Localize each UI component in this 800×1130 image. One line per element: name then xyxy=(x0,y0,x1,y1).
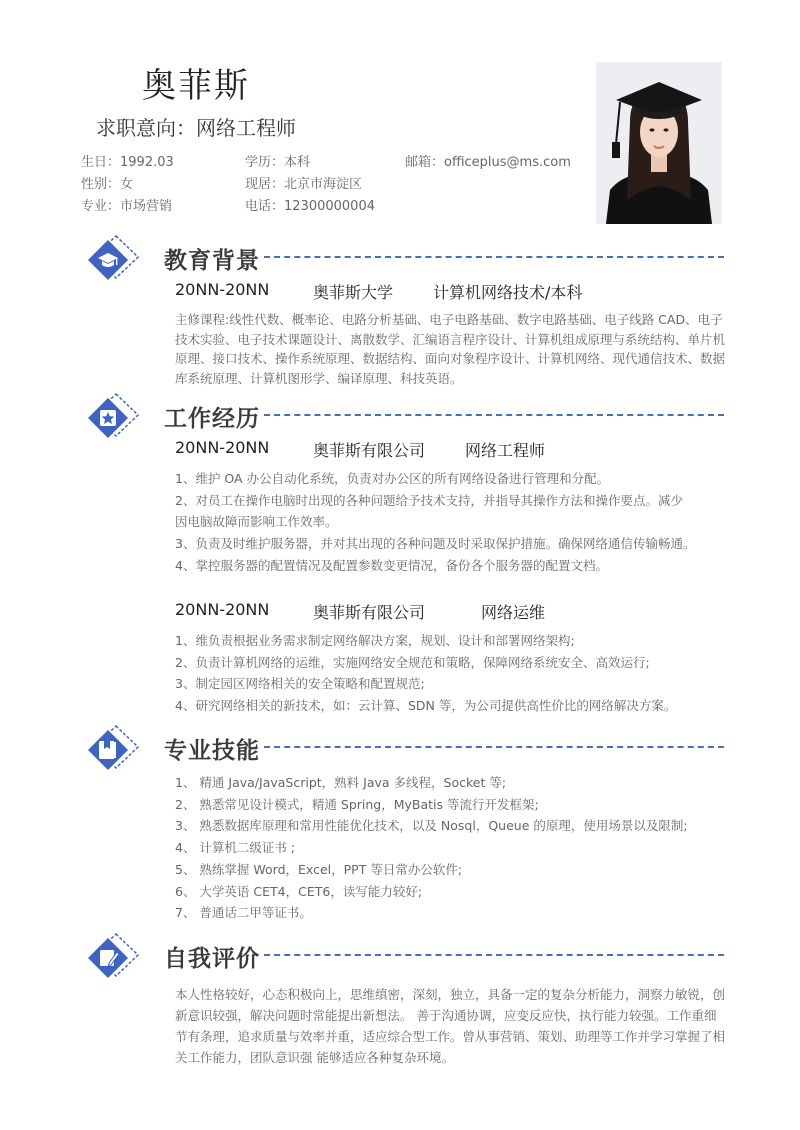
info-column-2 xyxy=(245,152,375,218)
list-item: 2、负责计算机网络的运维，实施网络安全规范和策略，保障网络系统安全、高效运行; xyxy=(175,654,650,670)
list-item: 4、 计算机二级证书 ; xyxy=(175,840,296,856)
list-item: 3、 熟悉数据库原理和常用性能优化技术，以及 Nosql，Queue 的原理，使用场景以及限制; xyxy=(175,818,688,834)
section-divider xyxy=(264,256,724,258)
list-item: 2、 熟悉常见设计模式，精通 Spring，MyBatis 等流行开发框架; xyxy=(175,796,539,812)
section-divider xyxy=(264,954,724,956)
self-badge xyxy=(84,932,140,982)
list-item: 1、 精通 Java/JavaScript，熟料 Java 多线程，Socket 等; xyxy=(175,775,507,790)
work-duties-2 xyxy=(175,630,735,717)
list-item: 3、负责及时维护服务器，并对其出现的各种问题及时采取保护措施。确保网络通信传输畅通。 xyxy=(175,536,696,552)
info-degree: 学历：本科 xyxy=(245,155,311,170)
list-item: 6、 大学英语 CET4，CET6，读写能力较好; xyxy=(175,883,423,899)
list-item: 因电脑故障而影响工作效率。 xyxy=(175,514,338,530)
info-email: 邮箱：officeplus@ms.com xyxy=(405,155,571,170)
work-period: 20NN-20NN xyxy=(175,438,270,457)
info-column-1 xyxy=(81,152,174,218)
info-residence: 现居：北京市海淀区 xyxy=(245,177,363,192)
education-courses: 主修课程:线性代数、概率论、电路分析基础、电子电路基础、数字电路基础、电子线路 CAD、电子技术实验、电子技术课题设计、离散数学、汇编语言程序设计、计算机组成原理与系统结构、单片机原理、接口技术、操作系统原理、数据结构、面向对象程序设计、计算机网络、现代通信技术、数据库系统原理、计算机图形学、编译原理、科技英语。 xyxy=(175,312,726,386)
work-role: 网络工程师 xyxy=(465,441,546,460)
section-skills-header xyxy=(84,724,724,774)
section-title-skills: 专业技能 xyxy=(164,738,260,764)
section-self-header xyxy=(84,932,724,982)
objective-label: 求职意向： xyxy=(96,116,196,140)
work-badge xyxy=(84,392,140,442)
section-work-header xyxy=(84,392,724,442)
section-title-work: 工作经历 xyxy=(164,406,260,432)
candidate-name: 奥菲斯 xyxy=(142,66,250,106)
info-major: 专业：市场营销 xyxy=(81,199,173,214)
section-title-self: 自我评价 xyxy=(164,946,260,972)
education-period: 20NN-20NN xyxy=(175,280,270,299)
education-major: 计算机网络技术/本科 xyxy=(433,283,583,302)
list-item: 1、维负责根据业务需求制定网络解决方案，规划、设计和部署网络架构; xyxy=(175,633,575,648)
section-title-education: 教育背景 xyxy=(164,248,260,274)
graduate-portrait-icon xyxy=(596,62,722,224)
star-icon xyxy=(100,410,116,426)
list-item: 3、制定园区网络相关的安全策略和配置规范; xyxy=(175,676,425,692)
list-item: 5、 熟练掌握 Word，Excel，PPT 等日常办公软件; xyxy=(175,861,463,877)
work-duties-1 xyxy=(175,468,735,577)
work-company: 奥菲斯有限公司 xyxy=(313,441,426,460)
work-period: 20NN-20NN xyxy=(175,600,270,619)
section-divider xyxy=(264,746,724,748)
profile-photo xyxy=(596,62,722,224)
objective-value: 网络工程师 xyxy=(196,116,296,140)
list-item: 2、对员工在操作电脑时出现的各种问题给予技术支持，并指导其操作方法和操作要点。减少 xyxy=(175,492,683,508)
info-phone: 电话：12300000004 xyxy=(245,199,375,214)
skills-badge xyxy=(84,724,140,774)
work-company: 奥菲斯有限公司 xyxy=(313,603,426,622)
info-column-3 xyxy=(405,152,571,174)
list-item: 4、研究网络相关的新技术，如：云计算、SDN 等，为公司提供高性价比的网络解决方案。 xyxy=(175,698,677,714)
list-item: 1、维护 OA 办公自动化系统，负责对办公区的所有网络设备进行管理和分配。 xyxy=(175,471,610,486)
info-gender: 性别：女 xyxy=(81,177,134,192)
self-evaluation-text: 本人性格较好，心态积极向上，思维缜密，深刻，独立，具备一定的复杂分析能力，洞察力敏锐，创新意识较强，解决问题时常能提出新想法。 善于沟通协调，应变反应快，执行能力较强。工作重细节有条理，追求质量与效率并重，适应综合型工作。曾从事营销、策划、助理等工作并学习掌握了相关工作能力，团队意识强 能够适应各种复杂环境。 xyxy=(175,987,726,1065)
section-divider xyxy=(264,414,724,416)
education-school: 奥菲斯大学 xyxy=(313,283,394,302)
skills-list xyxy=(175,772,735,924)
book-icon xyxy=(99,741,116,759)
work-role: 网络运维 xyxy=(481,603,546,622)
list-item: 7、 普通话二甲等证书。 xyxy=(175,905,312,921)
job-objective xyxy=(96,112,296,141)
section-education-header xyxy=(84,234,724,284)
info-birthday: 生日：1992.03 xyxy=(81,155,174,170)
education-badge xyxy=(84,234,140,284)
list-item: 4、掌控服务器的配置情况及配置参数变更情况，备份各个服务器的配置文档。 xyxy=(175,557,608,573)
